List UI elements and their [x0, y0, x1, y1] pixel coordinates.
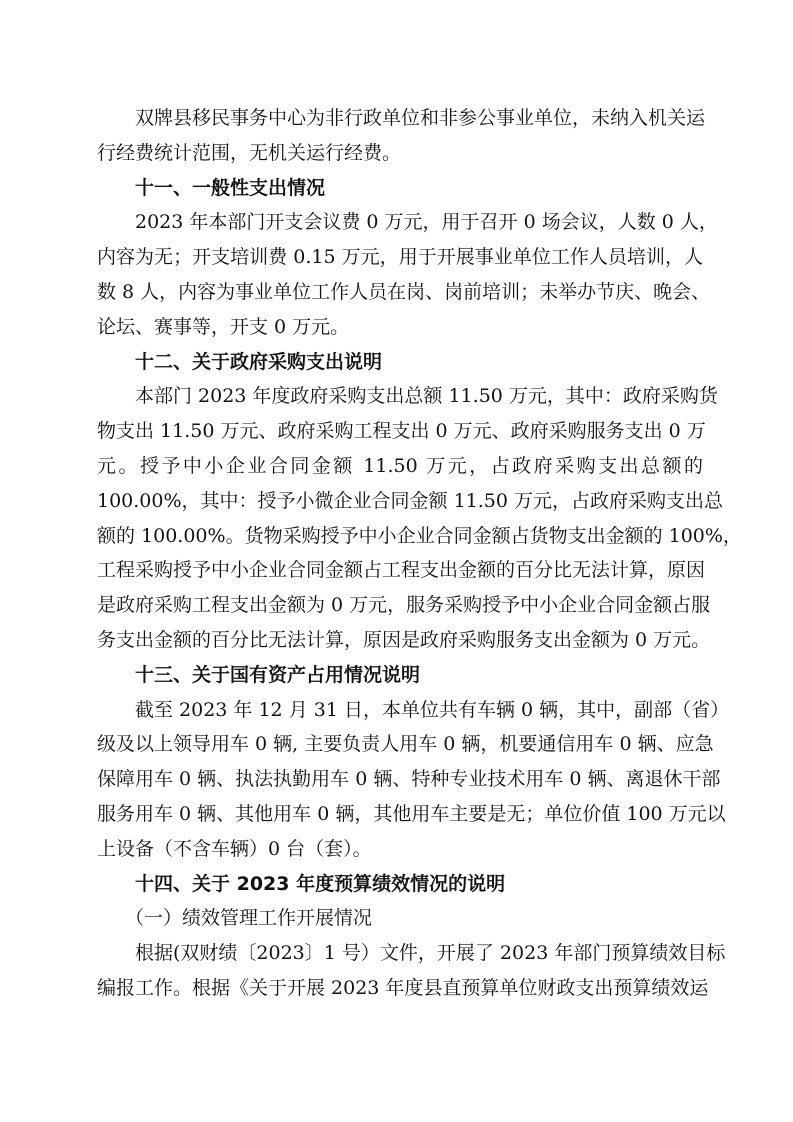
paragraph-line: 物支出 11.50 万元、政府采购工程支出 0 万元、政府采购服务支出 0 万	[97, 420, 706, 443]
paragraph-line: 100.00%，其中：授予小微企业合同金额 11.50 万元，占政府采购支出总	[97, 489, 724, 512]
paragraph-line: 内容为无；开支培训费 0.15 万元，用于开展事业单位工作人员培训，人	[97, 246, 703, 269]
paragraph-line: 元。授予中小企业合同金额 11.50 万元，占政府采购支出总额的	[97, 454, 703, 477]
paragraph-line: 双牌县移民事务中心为非行政单位和非参公事业单位，未纳入机关运	[135, 107, 706, 129]
section-heading: 十二、关于政府采购支出说明	[135, 350, 383, 373]
paragraph-line: 论坛、赛事等，开支 0 万元。	[97, 315, 350, 338]
paragraph-line: 截至 2023 年 12 月 31 日，本单位共有车辆 0 辆，其中，副部（省）	[135, 698, 730, 721]
paragraph-line: 额的 100.00%。货物采购授予中小企业合同金额占货物支出金额的 100%，	[97, 524, 742, 547]
section-heading: 十三、关于国有资产占用情况说明	[135, 663, 421, 686]
section-heading: 十四、关于 2023 年度预算绩效情况的说明	[135, 872, 506, 895]
paragraph-line: 务支出金额的百分比无法计算，原因是政府采购服务支出金额为 0 万元。	[97, 628, 711, 651]
paragraph-line: 编报工作。根据《关于开展 2023 年度县直预算单位财政支出预算绩效运	[97, 976, 709, 999]
paragraph-line: 数 8 人，内容为事业单位工作人员在岗、岗前培训；未举办节庆、晚会、	[97, 280, 711, 303]
paragraph-line: 根据(双财绩〔2023〕1 号）文件，开展了 2023 年部门预算绩效目标	[135, 942, 726, 965]
paragraph-line: 级及以上领导用车 0 辆, 主要负责人用车 0 辆，机要通信用车 0 辆、应急	[97, 733, 714, 756]
document-page	[97, 101, 742, 1006]
paragraph-line: 工程采购授予中小企业合同金额占工程支出金额的百分比无法计算，原因	[97, 559, 706, 582]
section-subheading: （一）绩效管理工作开展情况	[125, 907, 373, 930]
section-heading: 十一、一般性支出情况	[135, 176, 326, 199]
paragraph-line: 是政府采购工程支出金额为 0 万元，服务采购授予中小企业合同金额占服	[97, 594, 711, 617]
paragraph-line: 服务用车 0 辆、其他用车 0 辆，其他用车主要是无；单位价值 100 万元以	[97, 802, 726, 825]
paragraph-line: 2023 年本部门开支会议费 0 万元，用于召开 0 场会议，人数 0 人，	[135, 211, 718, 234]
paragraph-line: 上设备（不含车辆）0 台（套）。	[97, 837, 372, 860]
paragraph-line: 行经费统计范围，无机关运行经费。	[97, 141, 402, 164]
paragraph-line: 保障用车 0 辆、执法执勤用车 0 辆、特种专业技术用车 0 辆、离退休干部	[97, 768, 721, 791]
paragraph-line: 本部门 2023 年度政府采购支出总额 11.50 万元，其中：政府采购货	[135, 385, 718, 408]
